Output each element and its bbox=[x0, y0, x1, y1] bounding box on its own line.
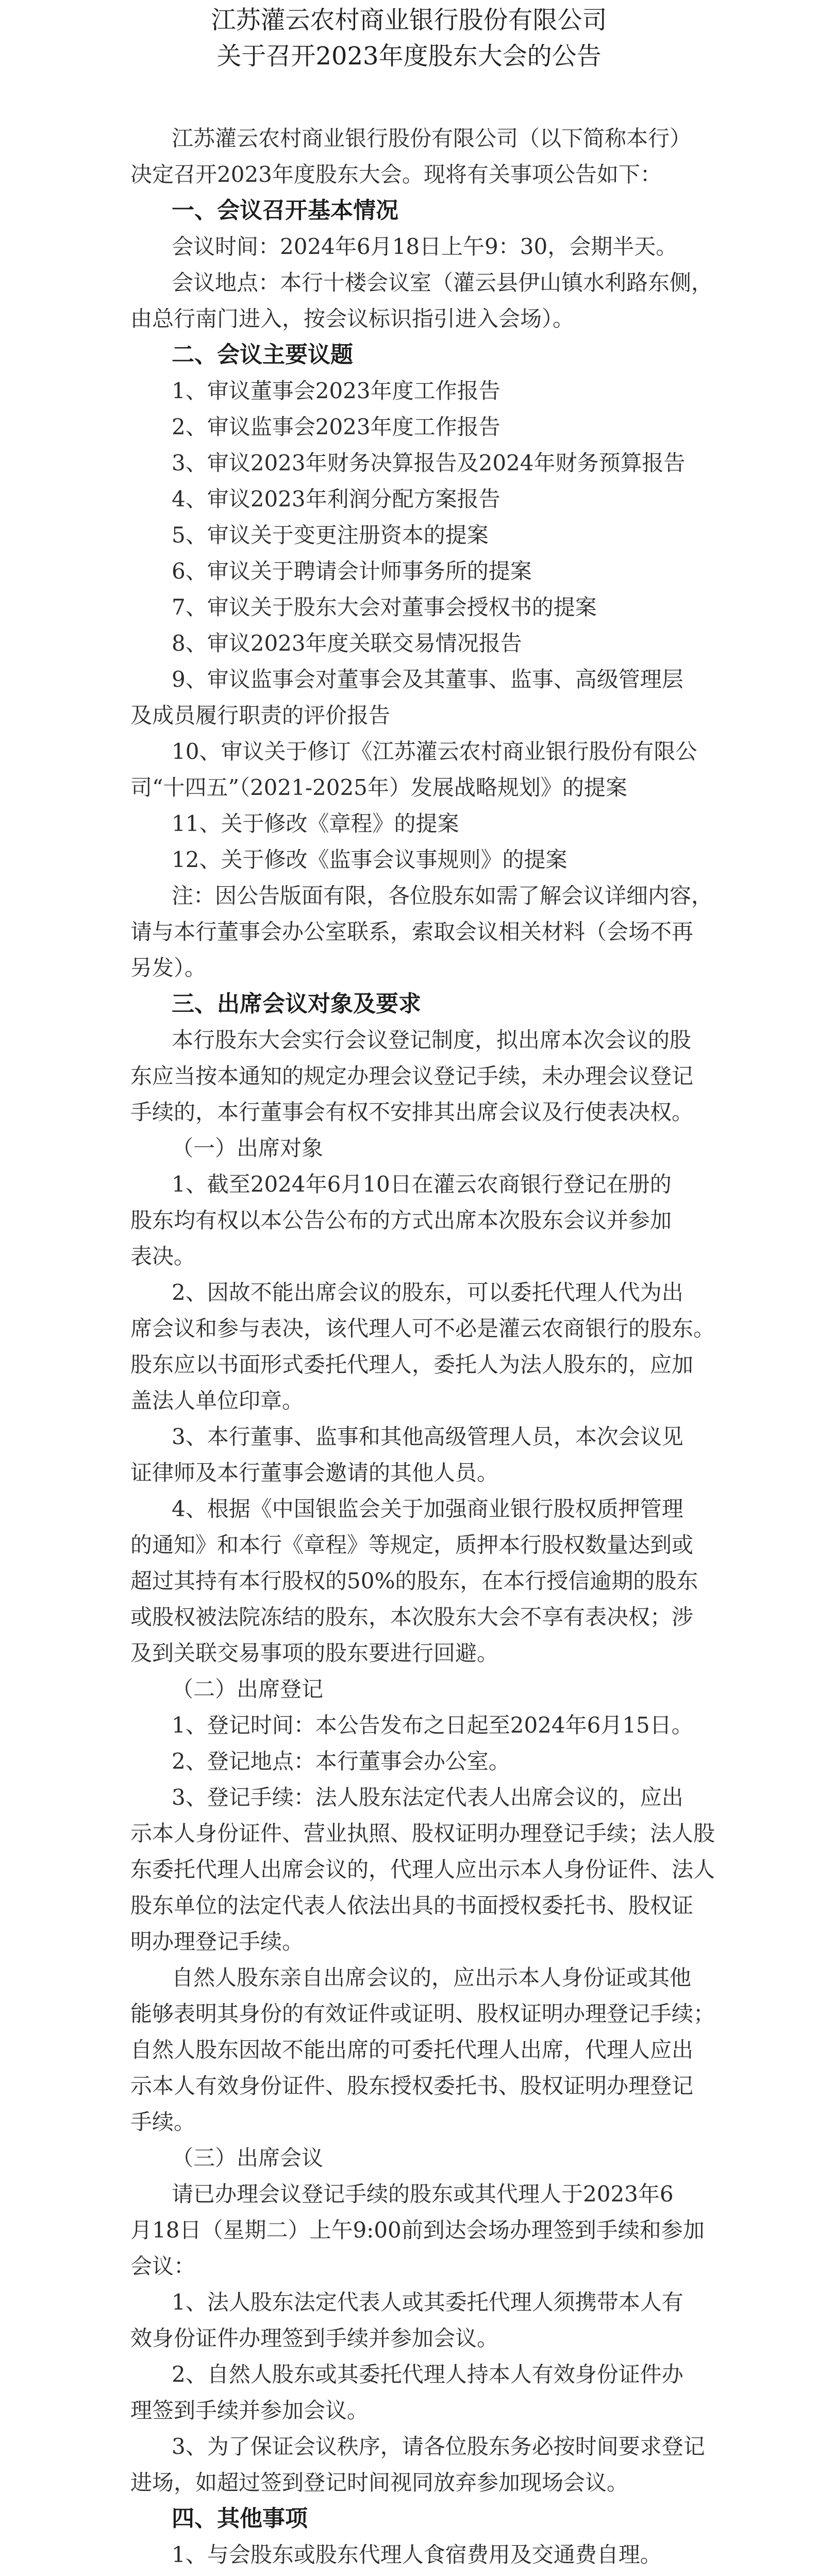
attendees-p2-line-1: 2、因故不能出席会议的股东，可以委托代理人代为出 bbox=[172, 1280, 683, 1305]
agenda-item-6: 6、审议关于聘请会计师事务所的提案 bbox=[172, 558, 532, 584]
intro-line-2: 决定召开2023年度股东大会。现将有关事项公告如下： bbox=[130, 162, 662, 187]
attendees-p4-line-2: 的通知》和本行《章程》等规定，质押本行股权数量达到或 bbox=[130, 1532, 694, 1557]
natural-person-line-4: 示本人有效身份证件、股东授权委托书、股权证明办理登记 bbox=[130, 2073, 694, 2098]
agenda-item-5: 5、审议关于变更注册资本的提案 bbox=[172, 522, 489, 548]
subsection-registration-title: （二）出席登记 bbox=[172, 1676, 324, 1702]
section-2-heading: 二、会议主要议题 bbox=[172, 342, 353, 368]
agenda-item-9-line-1: 9、审议监事会对董事会及其董事、监事、高级管理层 bbox=[172, 667, 683, 692]
agenda-item-4: 4、审议2023年利润分配方案报告 bbox=[172, 486, 500, 512]
document-title-line-1: 江苏灌云农村商业银行股份有限公司 bbox=[211, 6, 607, 35]
attendees-p4-line-4: 或股权被法院冻结的股东，本次股东大会不享有表决权；涉 bbox=[130, 1604, 694, 1630]
registration-place: 2、登记地点：本行董事会办公室。 bbox=[172, 1749, 510, 1774]
agenda-item-12: 12、关于修改《监事会议事规则》的提案 bbox=[172, 847, 567, 872]
attendance-intro-line-1: 请已办理会议登记手续的股东或其代理人于2023年6 bbox=[172, 2181, 674, 2207]
registration-procedure-line-2: 示本人身份证件、营业执照、股权证明办理登记手续；法人股 bbox=[130, 1821, 715, 1846]
attendees-p4-line-1: 4、根据《中国银监会关于加强商业银行股权质押管理 bbox=[172, 1496, 683, 1521]
natural-person-line-1: 自然人股东亲自出席会议的，应出示本人身份证或其他 bbox=[172, 1965, 692, 1990]
section-1-heading: 一、会议召开基本情况 bbox=[172, 197, 398, 224]
agenda-note-line-2: 请与本行董事会办公室联系，索取会议相关材料（会场不再 bbox=[130, 919, 694, 944]
attendees-p3-line-1: 3、本行董事、监事和其他高级管理人员，本次会议见 bbox=[172, 1424, 683, 1449]
other-item-1: 1、与会股东或股东代理人食宿费用及交通费自理。 bbox=[172, 2542, 662, 2567]
attendees-p2-line-2: 席会议和参与表决，该代理人可不必是灌云农商银行的股东。 bbox=[130, 1316, 715, 1341]
document-title-line-2: 关于召开2023年度股东大会的公告 bbox=[216, 42, 602, 71]
attendees-p4-line-5: 及到关联交易事项的股东要进行回避。 bbox=[130, 1640, 499, 1666]
section-3-heading: 三、出席会议对象及要求 bbox=[172, 991, 421, 1017]
meeting-place-line-1: 会议地点：本行十楼会议室（灌云县伊山镇水利路东侧， bbox=[172, 270, 713, 295]
attendees-p1-line-2: 股东均有权以本公告公布的方式出席本次股东会议并参加 bbox=[130, 1208, 672, 1233]
natural-person-line-2: 能够表明其身份的有效证件或证明、股权证明办理登记手续； bbox=[130, 2001, 715, 2026]
natural-person-line-3: 自然人股东因故不能出席的可委托代理人出席，代理人应出 bbox=[130, 2037, 694, 2062]
attendance-intro-line-2: 月18日（星期二）上午9:00前到达会场办理签到手续和参加 bbox=[130, 2217, 705, 2243]
attendees-p1-line-1: 1、截至2024年6月10日在灌云农商银行登记在册的 bbox=[172, 1172, 672, 1197]
attendance-p2-line-1: 2、自然人股东或其委托代理人持本人有效身份证件办 bbox=[172, 2362, 683, 2387]
agenda-note-line-1: 注：因公告版面有限，各位股东如需了解会议详细内容， bbox=[172, 883, 713, 908]
agenda-item-1: 1、审议董事会2023年度工作报告 bbox=[172, 378, 500, 403]
registration-intro-line-1: 本行股东大会实行会议登记制度，拟出席本次会议的股 bbox=[172, 1027, 692, 1053]
natural-person-line-5: 手续。 bbox=[130, 2109, 196, 2134]
agenda-item-2: 2、审议监事会2023年度工作报告 bbox=[172, 414, 500, 439]
subsection-attendees-title: （一）出席对象 bbox=[172, 1136, 324, 1161]
attendees-p2-line-3: 股东应以书面形式委托代理人，委托人为法人股东的，应加 bbox=[130, 1352, 694, 1377]
meeting-place-line-2: 由总行南门进入，按会议标识指引进入会场）。 bbox=[130, 306, 575, 331]
agenda-item-3: 3、审议2023年财务决算报告及2024年财务预算报告 bbox=[172, 450, 686, 476]
other-item-2 bbox=[172, 2573, 575, 2576]
attendees-p4-line-3: 超过其持有本行股权的50%的股东，在本行授信逾期的股东 bbox=[130, 1568, 698, 1594]
attendance-p3-line-2: 进场，如超过签到登记时间视同放弃参加现场会议。 bbox=[130, 2470, 629, 2495]
attendance-p1-line-2: 效身份证件办理签到手续并参加会议。 bbox=[130, 2326, 499, 2351]
registration-procedure-line-1: 3、登记手续：法人股东法定代表人出席会议的，应出 bbox=[172, 1785, 683, 1810]
agenda-item-11: 11、关于修改《章程》的提案 bbox=[172, 811, 459, 836]
agenda-item-9-line-2: 及成员履行职责的评价报告 bbox=[130, 703, 391, 728]
registration-time: 1、登记时间：本公告发布之日起至2024年6月15日。 bbox=[172, 1713, 693, 1738]
meeting-time: 会议时间：2024年6月18日上午9：30，会期半天。 bbox=[172, 234, 678, 259]
subsection-attendance-title: （三）出席会议 bbox=[172, 2145, 324, 2171]
agenda-item-10-line-1: 10、审议关于修订《江苏灌云农村商业银行股份有限公 bbox=[172, 739, 697, 764]
section-4-heading: 四、其他事项 bbox=[172, 2505, 308, 2532]
registration-intro-line-3: 手续的，本行董事会有权不安排其出席会议及行使表决权。 bbox=[130, 1099, 694, 1125]
registration-intro-line-2: 东应当按本通知的规定办理会议登记手续，未办理会议登记 bbox=[130, 1063, 694, 1089]
attendance-p1-line-1: 1、法人股东法定代表人或其委托代理人须携带本人有 bbox=[172, 2290, 683, 2315]
registration-procedure-line-4: 股东单位的法定代表人依法出具的书面授权委托书、股权证 bbox=[130, 1893, 694, 1918]
agenda-item-10-line-2: 司“十四五”（2021-2025年）发展战略规划》的提案 bbox=[130, 775, 627, 800]
intro-line-1: 江苏灌云农村商业银行股份有限公司（以下简称本行） bbox=[172, 126, 692, 151]
registration-procedure-line-5: 明办理登记手续。 bbox=[130, 1929, 304, 1954]
agenda-item-7: 7、审议关于股东大会对董事会授权书的提案 bbox=[172, 595, 597, 620]
attendees-p1-line-3: 表决。 bbox=[130, 1244, 196, 1269]
agenda-note-line-3: 另发）。 bbox=[130, 955, 207, 980]
agenda-item-8: 8、审议2023年度关联交易情况报告 bbox=[172, 631, 522, 656]
attendance-p2-line-2: 理签到手续并参加会议。 bbox=[130, 2398, 369, 2423]
attendees-p2-line-4: 盖法人单位印章。 bbox=[130, 1388, 304, 1413]
attendees-p3-line-2: 证律师及本行董事会邀请的其他人员。 bbox=[130, 1460, 499, 1485]
registration-procedure-line-3: 东委托代理人出席会议的，代理人应出示本人身份证件、法人 bbox=[130, 1857, 715, 1882]
attendance-intro-line-3: 会议： bbox=[130, 2253, 196, 2279]
attendance-p3-line-1: 3、为了保证会议秩序，请各位股东务必按时间要求登记 bbox=[172, 2434, 705, 2459]
